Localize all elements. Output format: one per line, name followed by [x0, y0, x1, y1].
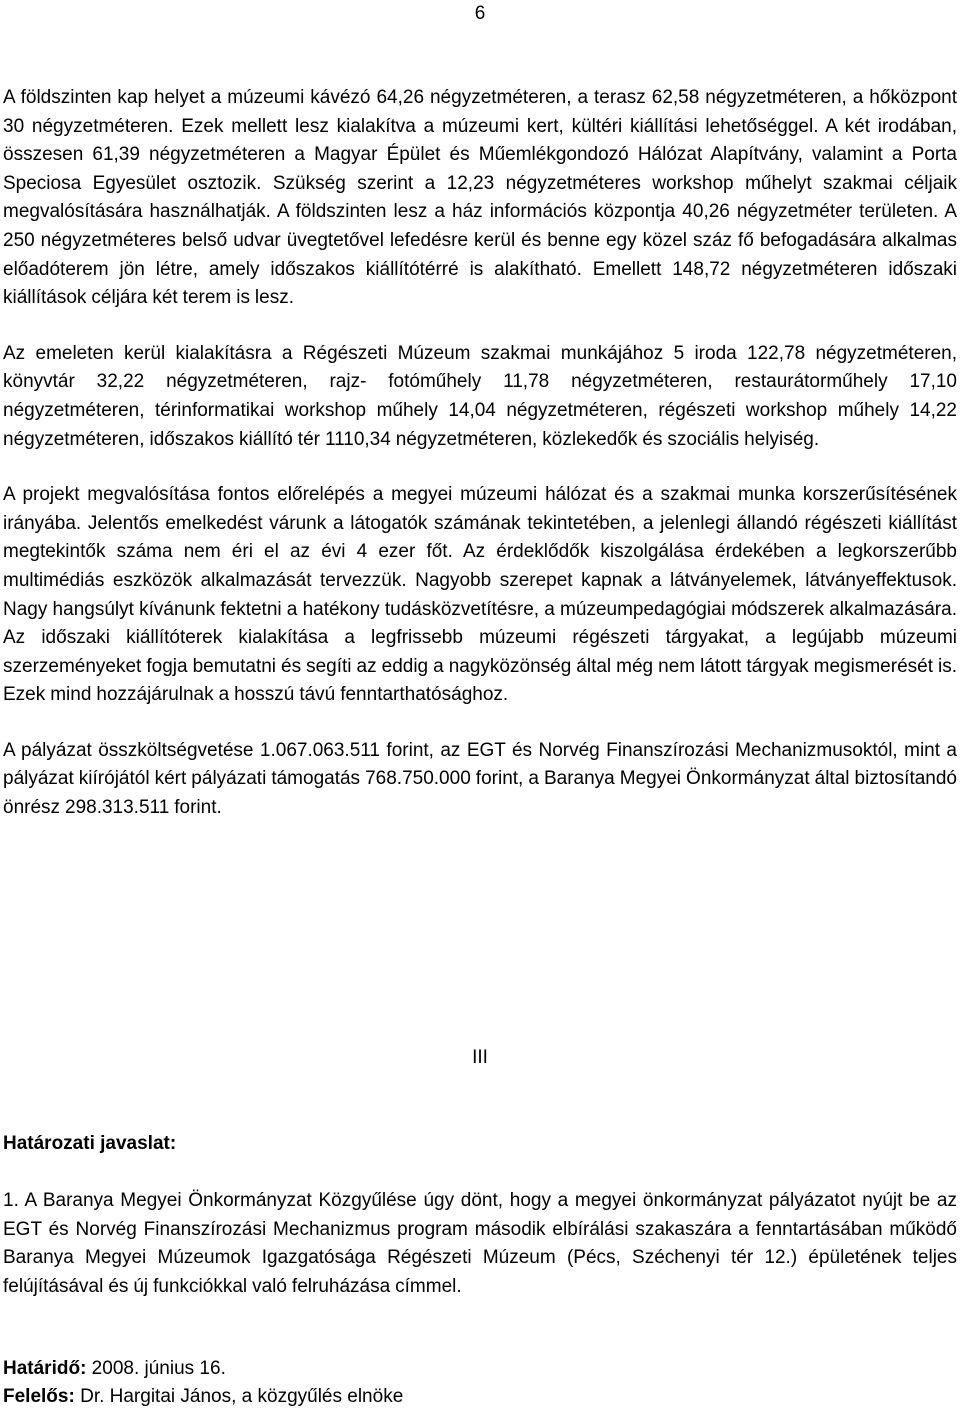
deadline-line	[3, 1355, 957, 1383]
responsible-label: Felelős:	[3, 1386, 75, 1407]
responsible-value: Dr. Hargitai János, a közgyűlés elnöke	[74, 1386, 404, 1407]
paragraph-budget: A pályázat összköltségvetése 1.067.063.511 forint, az EGT és Norvég Finanszírozási Mechanizmusoktól, mint a pályázat kiírójától kért pályázati támogatás 768.750.000 forint, a Baranya Megyei Önkormányzat által biztosítandó önrész 298.313.511 forint.	[3, 739, 957, 819]
deadline-label: Határidő:	[3, 1358, 87, 1379]
paragraph-upper-floor: Az emeleten kerül kialakításra a Régészeti Múzeum szakmai munkájához 5 iroda 122,78 négyzetméteren, könyvtár 32,22 négyzetméteren, rajz- fotóműhely 11,78 négyzetméteren, restaurátorműhely 17,10 négyzetméteren, térinformatikai workshop műhely 14,04 négyzetméteren, régészeti workshop műhely 14,22 négyzetméteren, időszakos kiállító tér 1110,34 négyzetméteren, közlekedők és szociális helyiség.	[3, 342, 957, 450]
paragraph-project-goals: A projekt megvalósítása fontos előrelépés a megyei múzeumi hálózat és a szakmai munka korszerűsítésének irányába. Jelentős emelkedést várunk a látogatók számának tekintetében, a jelenlegi állandó régészeti kiállítást megtekintők száma nem éri el az évi 4 ezer főt. Az érdeklődők kiszolgálása érdekében a legkorszerűbb multimédiás eszközök alkalmazását tervezzük. Nagyobb szerepet kapnak a látványelemek, látványeffektusok. Nagy hangsúlyt kívánunk fektetni a hatékony tudásközvetítésre, a múzeumpedagógiai módszerek alkalmazására. Az időszaki kiállítóterek kialakítása a legfrissebb múzeumi régészeti tárgyakat, a legújabb múzeumi szerzeményeket fogja bemutatni és segíti az eddig a nagyközönség által még nem látott tárgyak megismerését is. Ezek mind hozzájárulnak a hosszú távú fenntarthatósághoz.	[3, 484, 957, 706]
paragraph-ground-floor: A földszinten kap helyet a múzeumi kávézó 64,26 négyzetméteren, a terasz 62,58 négyzetméteren, a hőközpont 30 négyzetméteren. Ezek mellett lesz kialakítva a múzeumi kert, kültéri kiállítási lehetőséggel. A két irodában, összesen 61,39 négyzetméteren a Magyar Épület és Műemlékgondozó Hálózat Alapítvány, valamint a Porta Speciosa Egyesület osztozik. Szükség szerint a 12,23 négyzetméteres workshop műhelyt szakmai céljaik megvalósítására használhatják. A földszinten lesz a ház információs központja 40,26 négyzetméter területen. A 250 négyzetméteres belső udvar üvegtetővel lefedésre kerül és benne egy közel száz fő befogadására alkalmas előadóterem jön létre, amely időszakos kiállítótérré is alakítható. Emellett 148,72 négyzetméteren időszaki kiállítások céljára két terem is lesz.	[3, 87, 957, 309]
resolution-heading: Határozati javaslat:	[3, 1133, 177, 1154]
body-text	[3, 84, 957, 823]
section-number: III	[472, 1047, 488, 1068]
responsible-line	[3, 1383, 957, 1411]
page-number: 6	[474, 3, 486, 24]
deadline-value: 2008. június 16.	[86, 1358, 226, 1379]
resolution-text: 1. A Baranya Megyei Önkormányzat Közgyűlése úgy dönt, hogy a megyei önkormányzat pályázatot nyújt be az EGT és Norvég Finanszírozási Mechanizmus program második elbírálási szakaszára a fenntartásában működő Baranya Megyei Múzeumok Igazgatósága Régészeti Múzeum (Pécs, Széchenyi tér 12.) épületének teljes felújításával és új funkciókkal való felruházása címmel.	[3, 1190, 957, 1297]
resolution-footer	[3, 1355, 957, 1411]
